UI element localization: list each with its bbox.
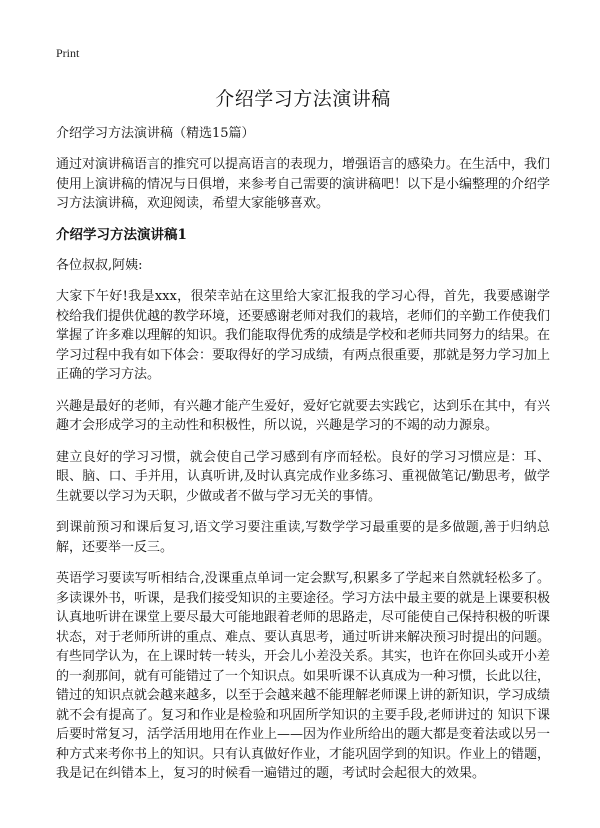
greeting: 各位叔叔,阿姨: (56, 257, 143, 273)
section-heading: 介绍学习方法演讲稿1 (56, 226, 187, 243)
intro-paragraph: 通过对演讲稿语言的推究可以提高语言的表现力，增强语言的感染力。在生活中，我们使用上演讲稿的情况与日俱增，来参考自己需要的演讲稿吧！以下是小编整理的介绍学习方法演讲稿，欢迎阅读，希望大家能够喜欢。 (56, 157, 551, 211)
body-paragraph: 英语学习要读写听相结合,没课重点单词一定会默写,积累多了学起来自然就轻松多了。多读课外书，听课，是我们接受知识的主要途径。学习方法中最主要的就是上课要积极认真地听讲在课堂上要尽最大可能地跟着老师的思路走，尽可能使自己保持积极的听课状态，对于老师所讲的重点、难点、要认真思考，通过听讲来解决预习时提出的问题。有些同学认为，在上课时转一转头，开会儿小差没关系。其实，也许在你回头或开小差的一刹那间，就有可能错过了一个知识点。如果听课不认真成为一种习惯，长此以往，错过的知识点就会越来越多，以至于会越来越不能理解老师课上讲的新知识，学习成绩就不会有提高了。复习和作业是检验和巩固所学知识的主要手段,老师讲过的 知识下课后要时常复习，活学活用地用在作业上——因为作业所给出的题大都是变着法或以另一种方式来考你书上的知识。只有认真做好作业，才能巩固学到的知识。作业上的错题，我是记在纠错本上，复习的时候看一遍错过的题，考试时会起很大的效果。 (56, 571, 551, 781)
page-title: 介绍学习方法演讲稿 (215, 88, 391, 110)
body-paragraph: 兴趣是最好的老师，有兴趣才能产生爱好，爱好它就要去实践它，达到乐在其中，有兴趣才会形成学习的主动性和积极性，所以说，兴趣是学习的不竭的动力源泉。 (56, 398, 551, 433)
document-body (56, 84, 550, 796)
document-subtitle: 介绍学习方法演讲稿（精选15篇） (56, 126, 255, 141)
body-paragraph: 到课前预习和课后复习,语文学习要注重读,写数学学习最重要的是多做题,善于归纳总解，还要举一反三。 (56, 520, 550, 555)
body-paragraph: 大家下午好!我是xxx，很荣幸站在这里给大家汇报我的学习心得，首先，我要感谢学校给我们提供优越的教学环境，还要感谢老师对我们的栽培，老师们的辛勤工作使我们掌握了许多难以理解的知识。我们能取得优秀的成绩是学校和老师共同努力的结果。在学习过程中我有如下体会：要取得好的学习成绩，有两点很重要，那就是努力学习加上正确的学习方法。 (56, 289, 551, 382)
print-link[interactable]: Print (56, 46, 80, 60)
body-paragraph: 建立良好的学习习惯，就会使自己学习感到有序而轻松。良好的学习习惯应是：耳、眼、脑、口、手并用，认真听讲,及时认真完成作业多练习、重视做笔记/勤思考，做学生就要以学习为天职，少做或者不做与学习无关的事情。 (56, 449, 550, 504)
